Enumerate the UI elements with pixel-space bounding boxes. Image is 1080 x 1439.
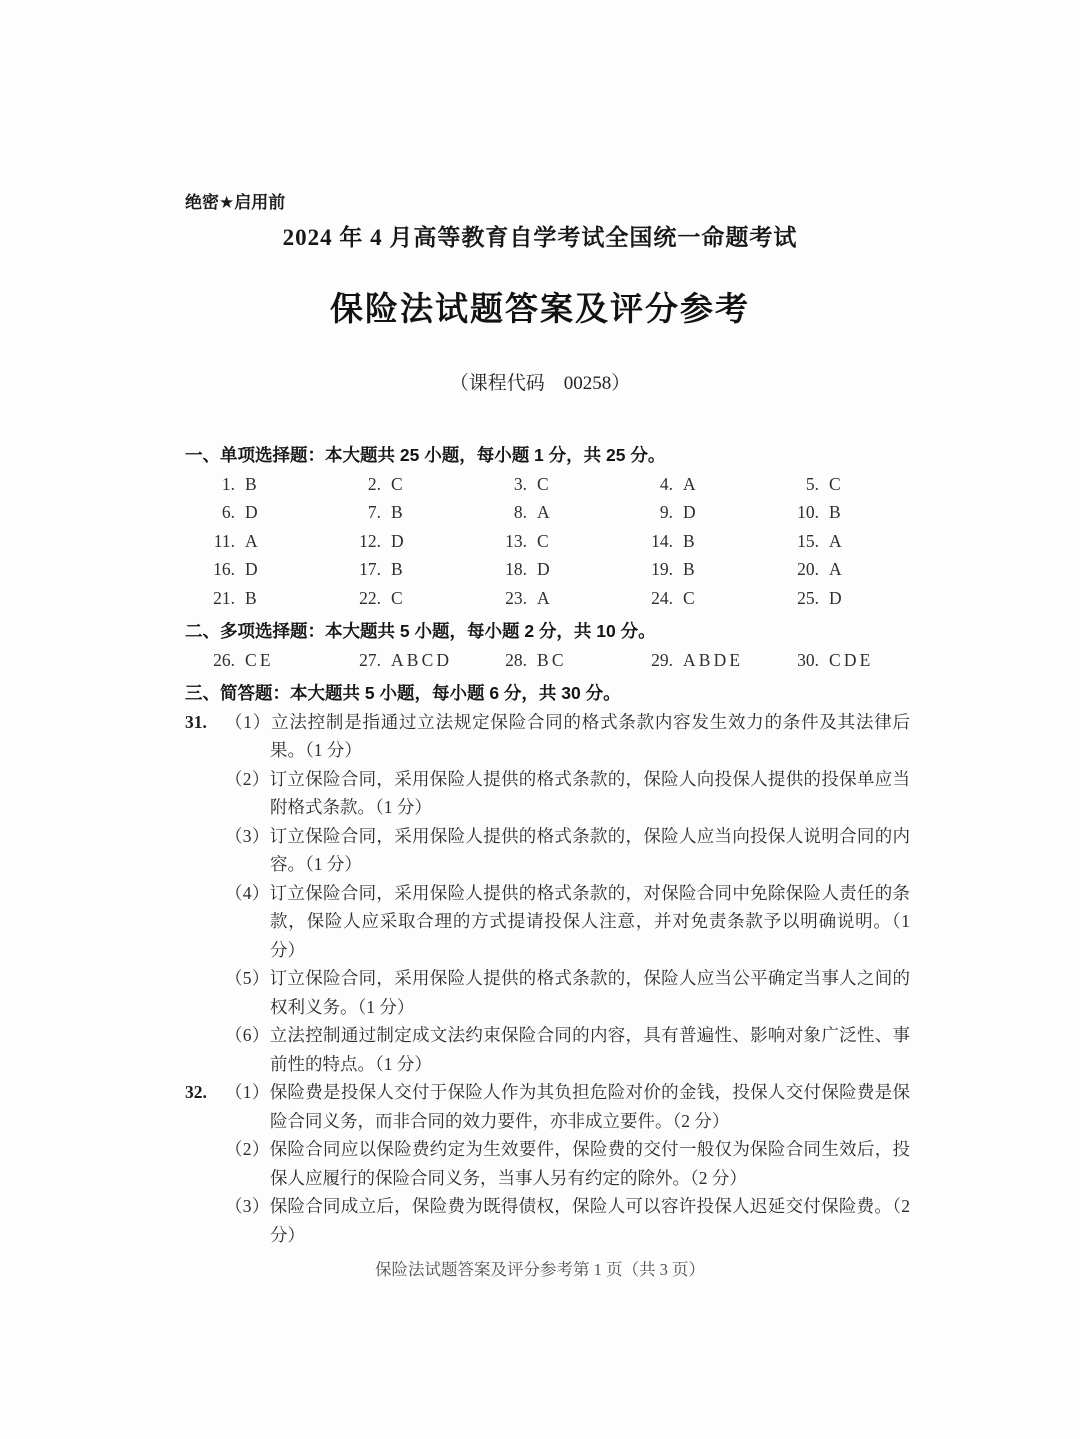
section-1-heading: 一、单项选择题：本大题共 25 小题，每小题 1 分，共 25 分。 — [185, 445, 666, 465]
answer-part — [225, 964, 910, 1021]
answer-cell — [349, 555, 495, 584]
answer-letter: CE — [245, 649, 274, 670]
answer-letter: C — [537, 473, 549, 494]
question-number: 32. — [185, 1082, 207, 1102]
answer-cell — [349, 498, 495, 527]
answer-part — [225, 1192, 910, 1249]
answer-cell — [641, 646, 787, 675]
answer-number: 11. — [213, 530, 235, 551]
answer-number: 1. — [221, 473, 235, 494]
answer-number: 5. — [805, 473, 819, 494]
answer-number: 16. — [213, 559, 235, 579]
answer-letter: D — [683, 502, 696, 522]
answer-cell — [787, 527, 933, 556]
answer-cell — [787, 555, 933, 584]
exam-session-title: 2024 年 4 月高等教育自学考试全国统一命题考试 — [282, 225, 798, 250]
answer-cell — [495, 555, 641, 584]
answer-number: 28. — [505, 649, 527, 670]
answer-number: 3. — [513, 473, 527, 494]
answer-letter: C — [829, 473, 841, 494]
multi-choice-answer-grid — [203, 646, 910, 675]
answer-letter: B — [683, 530, 695, 551]
answer-cell — [349, 470, 495, 499]
answer-letter: BC — [537, 649, 567, 670]
question-block — [185, 708, 910, 1079]
answer-number: 9. — [659, 502, 673, 522]
part-text: 订立保险合同，采用保险人提供的格式条款的，保险人应当向投保人说明合同的内容。（1 分） — [269, 825, 910, 874]
answer-number: 12. — [359, 530, 381, 551]
part-marker: （2） — [225, 768, 270, 789]
part-text: 立法控制通过制定成文法约束保险合同的内容，具有普遍性、影响对象广泛性、事前性的特点。（1 分） — [269, 1025, 910, 1074]
answer-cell — [203, 527, 349, 556]
part-text: 订立保险合同，采用保险人提供的格式条款的，对保险合同中免除保险人责任的条款，保险人应采取合理的方式提请投保人注意，并对免责条款予以明确说明。（1 分） — [269, 882, 910, 960]
answer-number: 15. — [797, 530, 819, 551]
answer-number: 2. — [367, 473, 381, 494]
part-marker: （6） — [225, 1025, 270, 1045]
answer-letter: B — [245, 473, 257, 494]
secrecy-label: 绝密★启用前 — [185, 193, 286, 212]
answer-cell — [349, 527, 495, 556]
answer-part — [225, 1078, 910, 1135]
answer-letter: D — [829, 587, 842, 608]
part-marker: （2） — [225, 1139, 270, 1159]
question-parts — [225, 1078, 910, 1249]
answer-cell — [641, 470, 787, 499]
section-multi-choice — [185, 617, 910, 674]
answer-letter: ABDE — [683, 649, 744, 670]
answer-number: 10. — [797, 502, 819, 522]
answer-cell — [495, 584, 641, 613]
answer-cell — [203, 555, 349, 584]
answer-letter: A — [537, 502, 550, 522]
answer-part — [225, 708, 910, 765]
part-text: 保险费是投保人交付于保险人作为其负担危险对价的金钱，投保人交付保险费是保险合同义务，而非合同的效力要件，亦非成立要件。（2 分） — [269, 1082, 910, 1131]
section-single-choice — [185, 441, 910, 612]
answer-cell — [787, 584, 933, 613]
part-text: 立法控制是指通过立法规定保险合同的格式条款内容发生效力的条件及其法律后果。（1 分） — [270, 711, 911, 760]
part-marker: （3） — [225, 825, 270, 846]
answer-number: 30. — [797, 649, 819, 670]
answer-cell — [495, 527, 641, 556]
answer-letter: B — [245, 587, 257, 608]
answer-number: 13. — [505, 530, 527, 551]
answer-cell — [641, 584, 787, 613]
part-marker: （5） — [225, 968, 270, 988]
document-body — [185, 441, 910, 1249]
answer-letter: D — [391, 530, 404, 551]
part-text: 订立保险合同，采用保险人提供的格式条款的，保险人向投保人提供的投保单应当附格式条款。（1 分） — [269, 768, 910, 817]
answer-letter: C — [391, 473, 403, 494]
answer-letter: B — [683, 559, 695, 579]
part-marker: （1） — [225, 1082, 270, 1102]
answer-cell — [203, 584, 349, 613]
answer-cell — [203, 646, 349, 675]
answer-cell — [787, 498, 933, 527]
document-title: 保险法试题答案及评分参考 — [330, 290, 750, 327]
answer-letter: ABCD — [391, 649, 453, 670]
answer-letter: CDE — [829, 649, 874, 670]
answer-part — [225, 765, 910, 822]
answer-letter: A — [683, 473, 696, 494]
short-answer-questions — [185, 708, 910, 1250]
answer-number: 29. — [651, 649, 673, 670]
answer-letter: B — [391, 502, 403, 522]
answer-number: 19. — [651, 559, 673, 579]
part-marker: （4） — [225, 882, 270, 903]
answer-letter: D — [245, 559, 258, 579]
question-number: 31. — [185, 711, 207, 732]
answer-letter: D — [537, 559, 550, 579]
part-marker: （1） — [225, 711, 272, 732]
page-footer: 保险法试题答案及评分参考第 1 页（共 3 页） — [375, 1260, 705, 1279]
answer-cell — [787, 646, 933, 675]
answer-cell — [641, 555, 787, 584]
section-2-heading: 二、多项选择题：本大题共 5 小题，每小题 2 分，共 10 分。 — [185, 621, 656, 641]
answer-cell — [495, 498, 641, 527]
answer-cell — [641, 498, 787, 527]
answer-cell — [787, 470, 933, 499]
answer-letter: A — [829, 559, 842, 579]
answer-letter: C — [537, 530, 549, 551]
part-text: 保险合同成立后，保险费为既得债权，保险人可以容许投保人迟延交付保险费。（2 分） — [269, 1196, 911, 1245]
answer-number: 4. — [659, 473, 673, 494]
answer-letter: D — [245, 502, 258, 522]
question-parts — [225, 708, 910, 1079]
answer-cell — [641, 527, 787, 556]
answer-number: 25. — [797, 587, 819, 608]
answer-number: 23. — [505, 587, 527, 608]
answer-letter: B — [391, 559, 403, 579]
answer-part — [225, 1135, 910, 1192]
single-choice-answer-grid — [203, 470, 910, 613]
answer-number: 7. — [367, 502, 381, 522]
answer-number: 21. — [213, 587, 235, 608]
answer-number: 22. — [359, 587, 381, 608]
answer-letter: C — [391, 587, 403, 608]
answer-number: 27. — [359, 649, 381, 670]
answer-number: 8. — [513, 502, 527, 522]
answer-cell — [349, 646, 495, 675]
answer-cell — [495, 470, 641, 499]
answer-number: 14. — [651, 530, 673, 551]
course-code: （课程代码 00258） — [449, 373, 631, 394]
answer-letter: A — [245, 530, 258, 551]
answer-letter: A — [829, 530, 842, 551]
answer-part — [225, 822, 910, 879]
answer-letter: A — [537, 587, 550, 608]
section-short-answer — [185, 679, 910, 1249]
answer-cell — [203, 498, 349, 527]
answer-number: 24. — [651, 587, 673, 608]
answer-number: 18. — [505, 559, 527, 579]
answer-number: 20. — [797, 559, 819, 579]
part-marker: （3） — [225, 1196, 270, 1216]
answer-number: 6. — [221, 502, 235, 522]
answer-part — [225, 1021, 910, 1078]
part-text: 订立保险合同，采用保险人提供的格式条款的，保险人应当公平确定当事人之间的权利义务。（1 分） — [269, 968, 910, 1017]
part-text: 保险合同应以保险费约定为生效要件，保险费的交付一般仅为保险合同生效后，投保人应履行的保险合同义务，当事人另有约定的除外。（2 分） — [269, 1139, 910, 1188]
answer-number: 26. — [213, 649, 235, 670]
answer-cell — [203, 470, 349, 499]
answer-letter: B — [829, 502, 841, 522]
question-block — [185, 1078, 910, 1249]
answer-part — [225, 879, 910, 965]
answer-number: 17. — [359, 559, 381, 579]
section-3-heading: 三、简答题：本大题共 5 小题，每小题 6 分，共 30 分。 — [185, 683, 621, 703]
answer-cell — [495, 646, 641, 675]
answer-letter: C — [683, 587, 695, 608]
answer-cell — [349, 584, 495, 613]
